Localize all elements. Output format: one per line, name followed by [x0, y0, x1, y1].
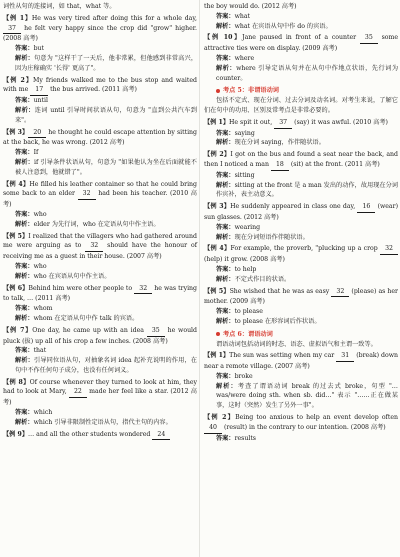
explanation-label: 解析： — [15, 357, 34, 365]
answer-label: 答案： — [216, 308, 235, 316]
answer-label: 答案： — [216, 171, 235, 179]
answer-label: 答案： — [15, 45, 34, 53]
explanation-line — [204, 233, 398, 243]
explanation-text: whom 在定语从句中作 talk 的宾语。 — [33, 314, 139, 322]
example-label: 【例 7】 — [3, 326, 33, 334]
example-item — [3, 232, 197, 262]
example-text: The sun was setting when my car — [229, 352, 337, 360]
body-paragraph: the boy would do. (2012 高考) — [204, 3, 297, 10]
answer-line — [204, 129, 398, 139]
example-label: 【例 5】 — [3, 232, 29, 240]
example-text: For example, the proverb, "plucking up a crop — [230, 245, 381, 253]
explanation-text: 现在分词短语作伴随状语。 — [234, 233, 309, 241]
example-item — [3, 14, 197, 44]
answer-text: broke — [234, 372, 253, 380]
explanation-text: 现在分词 saying，作伴随状语。 — [234, 139, 325, 147]
example-label: 【例 10】 — [204, 34, 243, 42]
example-text: He was very tired after doing this for a whole day, — [31, 14, 197, 22]
example-text: (help) it grow. (2008 高考) — [204, 256, 285, 264]
example-text: Of course whenever they turned to look at him, they had to look at Mary, — [3, 378, 197, 396]
explanation-label: 解析： — [216, 382, 238, 390]
explanation-label: 解析： — [216, 181, 235, 189]
example-label: 【例 3】 — [204, 203, 231, 211]
answer-line — [3, 262, 197, 272]
answer-blank-number: 37 — [3, 24, 21, 35]
answer-blank-number: 18 — [271, 160, 289, 171]
explanation-text: which 引导非限制性定语从句，指代主句的内容。 — [33, 418, 172, 426]
answer-line — [3, 96, 197, 106]
answer-line — [204, 171, 398, 181]
answer-blank-number: 32 — [85, 241, 103, 252]
answer-line — [3, 148, 197, 158]
right-column — [204, 2, 398, 443]
answer-blank-number: 37 — [274, 118, 292, 129]
answer-text: If — [33, 149, 39, 157]
explanation-line — [3, 272, 197, 282]
bullet-icon — [216, 332, 220, 336]
example-item — [3, 180, 197, 210]
answer-label: 答案： — [216, 12, 235, 20]
explanation-line — [3, 220, 197, 230]
answer-blank-number: 17 — [30, 85, 48, 96]
example-text: he would pluck (拔) up all of his crop a few inches. (2008 高考) — [3, 326, 198, 345]
answer-text: where — [234, 54, 255, 62]
explanation-text: what 在宾语从句中作 do 的宾语。 — [234, 22, 332, 30]
explanation-line — [3, 418, 197, 428]
explanation-label: 解析： — [216, 64, 237, 72]
section-heading — [204, 86, 398, 96]
explanation-line — [3, 54, 197, 74]
section-heading — [204, 330, 398, 340]
explanation-text: if 引导条件状语从句，句意为 "如果他认为坐在后面就能不被人注意到，他就错了"。 — [15, 158, 197, 176]
example-text: He filled his leather container so that he could bring some back to an elder — [3, 180, 197, 198]
answer-line — [3, 304, 197, 314]
example-item — [3, 76, 197, 97]
explanation-text: where 引导定语从句并在从句中作地点状语，先行词为 counter。 — [216, 64, 399, 82]
answer-label: 答案： — [15, 262, 34, 270]
example-text: He suddenly appeared in class one day, — [230, 203, 358, 211]
answer-line — [3, 408, 197, 418]
answer-label: 答案： — [15, 149, 34, 157]
explanation-label: 解析： — [216, 22, 235, 30]
example-text: My friends walked me to the bus stop and waited with me — [3, 76, 197, 94]
answer-blank-number: 16 — [357, 202, 375, 213]
example-item — [3, 326, 197, 347]
explanation-label: 解析： — [15, 54, 34, 62]
explanation-text: 不定式作目的状语。 — [234, 275, 291, 283]
answer-line — [204, 12, 398, 22]
answer-label: 答案： — [15, 97, 34, 105]
section-heading-text: 考点 5：非谓语动词 — [223, 87, 279, 95]
example-label: 【例 4】 — [204, 245, 231, 253]
explanation-text: elder 为先行词，who 在定语从句中作主语。 — [33, 220, 160, 228]
answer-text: who — [33, 262, 47, 270]
example-label: 【例 5】 — [204, 287, 230, 295]
example-item — [3, 128, 197, 149]
example-item — [204, 287, 398, 308]
answer-text: whom — [33, 305, 53, 313]
example-item — [204, 413, 398, 434]
example-label: 【例 8】 — [3, 378, 30, 386]
example-text: (wear) sun glasses. (2012 高考) — [204, 203, 398, 221]
explanation-line — [204, 382, 398, 411]
answer-label: 答案： — [15, 347, 34, 355]
explanation-label: 解析： — [216, 275, 235, 283]
answer-line — [3, 346, 197, 356]
answer-label: 答案： — [216, 223, 235, 231]
explanation-label: 解析： — [216, 139, 235, 147]
answer-line — [204, 223, 398, 233]
example-label: 【例 2】 — [204, 414, 236, 422]
answer-blank-number: 35 — [360, 33, 378, 44]
example-text: made her feel like a star. (2012 高考) — [3, 388, 197, 407]
explanation-label: 解析： — [15, 220, 34, 228]
example-text: Behind him were other people to — [28, 284, 135, 292]
answer-text: which — [33, 409, 53, 417]
body-paragraph: 词性从句的连接词，如 that，what 等。 — [3, 3, 116, 10]
explanation-line — [204, 317, 398, 327]
example-label: 【例 1】 — [204, 352, 230, 360]
example-label: 【例 4】 — [3, 180, 30, 188]
answer-text: sitting — [234, 171, 255, 179]
answer-line — [204, 265, 398, 275]
answer-blank-number: 32 — [78, 189, 96, 200]
explanation-text: who 在宾语从句中作主语。 — [33, 272, 111, 280]
example-text: Being too anxious to help an event develop often — [235, 414, 398, 422]
explanation-label: 解析： — [15, 272, 34, 280]
example-text: he thought he could escape attention by sitting at the back, he was wrong. (2012 高考) — [3, 128, 197, 147]
example-label: 【例 1】 — [3, 14, 32, 22]
example-text: I realized that the villagers who had gathered around me were arguing as to — [3, 232, 197, 250]
example-label: 【例 6】 — [3, 284, 29, 292]
example-text: (result) in the contrary to our intention. (2008 高考) — [222, 423, 386, 431]
example-text: the bus arrived. (2011 高考) — [48, 86, 137, 94]
example-label: 【例 3】 — [3, 128, 29, 136]
example-text: Jane paused in front of a counter — [242, 34, 360, 42]
example-text: He spit it out, — [229, 118, 275, 126]
answer-blank-number: 35 — [147, 326, 165, 337]
explanation-line — [3, 314, 197, 324]
explanation-text: to please 在形容词后作状语。 — [234, 317, 321, 325]
example-item — [3, 430, 197, 441]
answer-text: to please — [234, 308, 263, 316]
explanation-text: 引导同位语从句，对抽象名词 idea 起补充说明的作用，在句中不作任何句子成分，也没有任何词义。 — [15, 357, 197, 374]
answer-line — [204, 372, 398, 382]
example-text: I got on the bus and found a seat near the back, and then I noticed a man — [204, 151, 399, 168]
explanation-line — [204, 275, 398, 285]
explanation-line — [204, 181, 398, 201]
example-text: should have the honour of receiving me as a guest in their house. (2007 高考) — [3, 242, 197, 261]
example-item — [204, 150, 398, 171]
answer-line — [3, 44, 197, 54]
answer-label: 答案： — [15, 210, 34, 218]
example-item — [204, 351, 398, 372]
example-label: 【例 2】 — [3, 76, 34, 84]
explanation-line — [204, 138, 398, 148]
explanation-text: 考查了谓语动词 break 的过去式 broke，句型 "…was/were doing sth. when sb. did…" 表示 "……正在做某事，这时（突然）发生了另外一事"。 — [216, 382, 398, 410]
body-paragraph: 包括不定式、现在分词、过去分词及动名词。对考生来说，了解它们在句中的功用、区别及常考点是非常必要的。 — [204, 97, 398, 114]
explanation-label: 解析： — [216, 317, 235, 325]
example-label: 【例 9】 — [3, 430, 29, 438]
answer-label: 答案： — [216, 265, 235, 273]
answer-text: that — [33, 347, 47, 355]
example-item — [204, 33, 398, 54]
explanation-label: 解析： — [15, 106, 35, 114]
answer-line — [204, 54, 398, 64]
answer-line — [204, 434, 398, 444]
column-divider — [199, 0, 200, 557]
answer-blank-number: 32 — [134, 284, 152, 295]
example-text: (please) as her mother. (2009 高考) — [204, 287, 398, 306]
explanation-line — [204, 22, 398, 32]
answer-text: to help — [234, 265, 257, 273]
explanation-label: 解析： — [15, 314, 34, 322]
answer-blank-number: 32 — [331, 287, 349, 298]
example-label: 【例 2】 — [204, 151, 231, 159]
answer-text: what — [234, 12, 251, 20]
answer-text: wearing — [234, 223, 261, 231]
example-label: 【例 1】 — [204, 118, 230, 126]
example-item — [204, 118, 398, 129]
answer-blank-number: 31 — [336, 351, 354, 362]
example-text: he was trying to talk, … (2011 高考) — [3, 284, 198, 303]
body-paragraph: 谓语动词包括动词的时态、语态、虚拟语气和主谓一致等。 — [216, 340, 377, 348]
example-item — [3, 378, 197, 408]
answer-text: but — [33, 45, 44, 53]
explanation-line — [204, 64, 398, 84]
explanation-line — [3, 158, 197, 178]
answer-blank-number: 22 — [69, 387, 87, 398]
explanation-label: 解析： — [15, 418, 34, 426]
left-column — [3, 2, 197, 440]
answer-blank-number: 20 — [28, 128, 46, 139]
answer-label: 答案： — [216, 434, 235, 442]
answer-line — [204, 307, 398, 317]
example-item — [3, 284, 197, 305]
answer-label: 答案： — [15, 305, 34, 313]
explanation-line — [3, 356, 197, 376]
example-text: some attractive ties were on display. (2009 高考) — [204, 34, 398, 53]
answer-line — [3, 210, 197, 220]
answer-label: 答案： — [216, 372, 235, 380]
answer-blank-number: 32 — [380, 244, 398, 255]
explanation-line — [3, 106, 197, 126]
answer-text: who — [33, 210, 47, 218]
example-text: (break) down near a remote village. (2007 高考) — [204, 352, 398, 371]
explanation-text: 连词 until 引导时间状语从句，句意为 "直到公共汽车到来"。 — [15, 106, 197, 124]
answer-label: 答案： — [216, 129, 235, 137]
example-item — [204, 244, 398, 265]
example-text: … and all the other students wondered — [28, 430, 153, 438]
explanation-text: 句意为 "这样干了一天后，他非常累，但他感到非常高兴，因为庄稼确实 '长得' 更高了"。 — [15, 54, 198, 72]
answer-label: 答案： — [15, 409, 34, 417]
example-text: (say) it was awful. (2010 高考) — [292, 118, 388, 126]
example-text: (sit) at the front. (2011 高考) — [288, 160, 380, 168]
bullet-icon — [216, 89, 220, 93]
example-item — [204, 202, 398, 223]
answer-text: until — [33, 97, 48, 105]
explanation-label: 解析： — [216, 233, 235, 241]
answer-text: saying — [234, 129, 255, 137]
example-text: he felt very happy since the crop did "grow" higher. (2008 高考) — [3, 24, 197, 43]
example-text: She wished that he was as easy — [229, 287, 332, 295]
section-heading-text: 考点 6：谓语动词 — [223, 330, 273, 338]
answer-blank-number: 40 — [204, 423, 222, 434]
example-text: One day, he came up with an idea — [32, 326, 147, 334]
answer-text: results — [234, 434, 256, 442]
explanation-label: 解析： — [15, 158, 34, 166]
answer-label: 答案： — [216, 54, 235, 62]
explanation-text: sitting at the front 是 a man 发出的动作，故用现在分词作宾补，表主动意义。 — [216, 181, 398, 199]
answer-blank-number: 24 — [152, 430, 170, 441]
example-text: had been his teacher. (2010 高考) — [3, 190, 197, 209]
